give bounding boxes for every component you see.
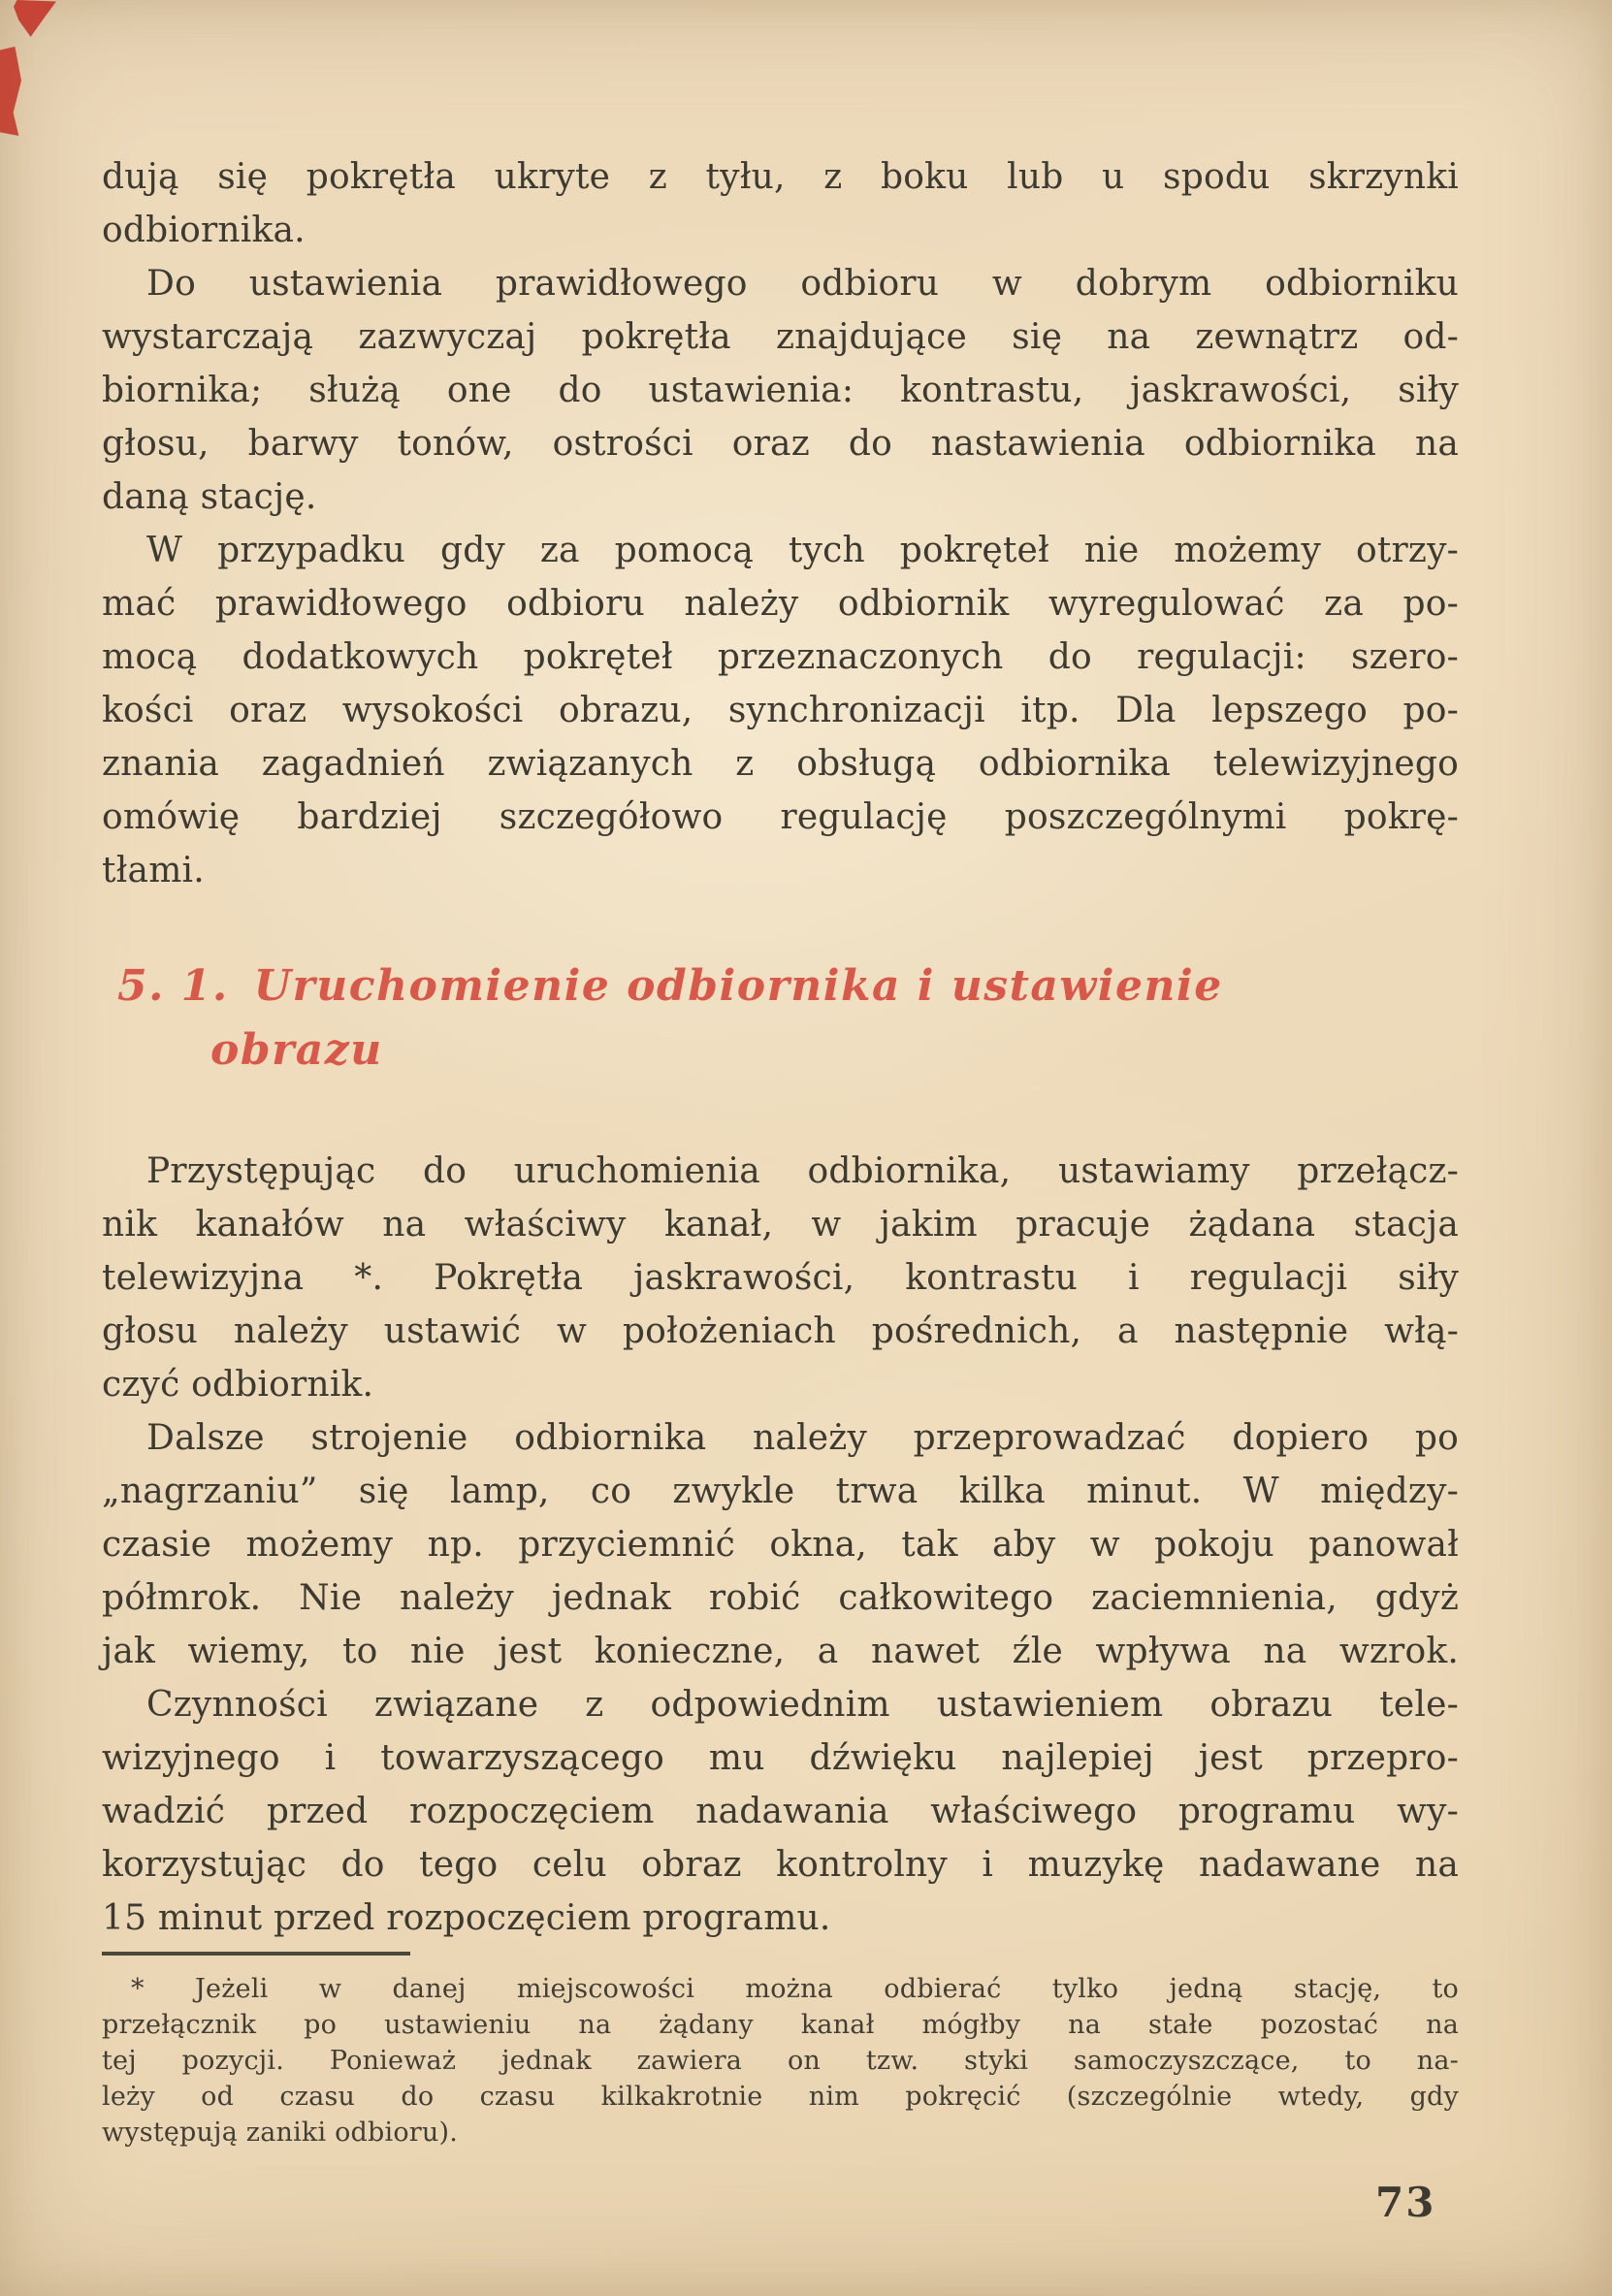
text-line: odbiornika. — [102, 210, 306, 250]
text-line: wystarczają zazwyczaj pokrętła znajdujące się na zewnątrz od- — [102, 317, 1459, 357]
text-line: głosu należy ustawić w położeniach pośrednich, a następnie włą- — [102, 1311, 1459, 1351]
footnote-line: przełącznik po ustawieniu na żądany kanał mógłby na stałe pozostać na — [102, 2010, 1459, 2040]
paragraph — [102, 524, 1459, 897]
paragraph — [102, 1678, 1459, 1945]
section-number: 5. 1. — [117, 961, 229, 1011]
text-line: Dalsze strojenie odbiornika należy przeprowadzać dopiero po — [146, 1418, 1459, 1458]
text-line: dują się pokrętła ukryte z tyłu, z boku lub u spodu skrzynki — [102, 157, 1459, 197]
text-line: W przypadku gdy za pomocą tych pokręteł nie możemy otrzy- — [146, 531, 1459, 570]
footnote-line: tej pozycji. Ponieważ jednak zawiera on tzw. styki samoczyszczące, to na- — [102, 2046, 1459, 2076]
text-line: Przystępując do uruchomienia odbiornika, ustawiamy przełącz- — [146, 1151, 1459, 1191]
text-line: mocą dodatkowych pokręteł przeznaczonych do regulacji: szero- — [102, 637, 1459, 677]
footnote-line: występują zaniki odbioru). — [102, 2118, 459, 2148]
text-block — [102, 150, 1459, 2150]
text-line: biornika; służą one do ustawienia: kontrastu, jaskrawości, siły — [102, 371, 1459, 410]
footnote-divider — [102, 1952, 410, 1956]
text-line: telewizyjna *. Pokrętła jaskrawości, kontrastu i regulacji siły — [102, 1258, 1459, 1298]
page-number: 73 — [1375, 2179, 1436, 2226]
text-line: jak wiemy, to nie jest konieczne, a nawet źle wpływa na wzrok. — [102, 1632, 1459, 1671]
text-line: tłami. — [102, 851, 205, 890]
text-line: wizyjnego i towarzyszącego mu dźwięku najlepiej jest przepro- — [102, 1738, 1459, 1778]
text-line: nik kanałów na właściwy kanał, w jakim pracuje żądana stacja — [102, 1205, 1459, 1245]
paragraph-continued — [102, 150, 1459, 257]
text-line: Do ustawienia prawidłowego odbioru w dobrym odbiorniku — [146, 264, 1459, 304]
text-line: „nagrzaniu” się lamp, co zwykle trwa kilka minut. W między- — [102, 1471, 1459, 1511]
text-line: półmrok. Nie należy jednak robić całkowitego zaciemnienia, gdyż — [102, 1578, 1459, 1618]
text-line: głosu, barwy tonów, ostrości oraz do nastawienia odbiornika na — [102, 424, 1459, 464]
section-title: Uruchomienie odbiornika i ustawienie — [253, 961, 1223, 1011]
text-line: daną stację. — [102, 477, 317, 517]
text-line: czasie możemy np. przyciemnić okna, tak aby w pokoju panował — [102, 1525, 1459, 1565]
red-torn-corner-mark — [0, 47, 21, 136]
paragraph — [102, 1145, 1459, 1411]
section-title-continued: obrazu — [210, 1025, 383, 1075]
text-line: omówię bardziej szczegółowo regulację poszczególnymi pokrę- — [102, 797, 1459, 837]
text-line: znania zagadnień związanych z obsługą odbiornika telewizyjnego — [102, 744, 1459, 784]
section-heading-line — [117, 954, 1459, 1019]
text-line: Czynności związane z odpowiednim ustawieniem obrazu tele- — [146, 1685, 1459, 1725]
text-line: korzystując do tego celu obraz kontrolny i muzykę nadawane na — [102, 1845, 1459, 1885]
text-line: czyć odbiornik. — [102, 1365, 374, 1405]
section-heading — [117, 954, 1459, 1083]
red-torn-corner-mark — [14, 0, 56, 37]
text-line: wadzić przed rozpoczęciem nadawania właściwego programu wy- — [102, 1792, 1459, 1831]
text-line: kości oraz wysokości obrazu, synchronizacji itp. Dla lepszego po- — [102, 691, 1459, 730]
text-line: 15 minut przed rozpoczęciem programu. — [102, 1898, 831, 1938]
footnote — [102, 1971, 1459, 2150]
footnote-line: leży od czasu do czasu kilkakrotnie nim pokręcić (szczególnie wtedy, gdy — [102, 2082, 1459, 2112]
paragraph — [102, 257, 1459, 524]
paragraph — [102, 1411, 1459, 1678]
text-line: mać prawidłowego odbioru należy odbiornik wyregulować za po- — [102, 584, 1459, 624]
footnote-line: * Jeżeli w danej miejscowości można odbierać tylko jedną stację, to — [131, 1974, 1459, 2004]
